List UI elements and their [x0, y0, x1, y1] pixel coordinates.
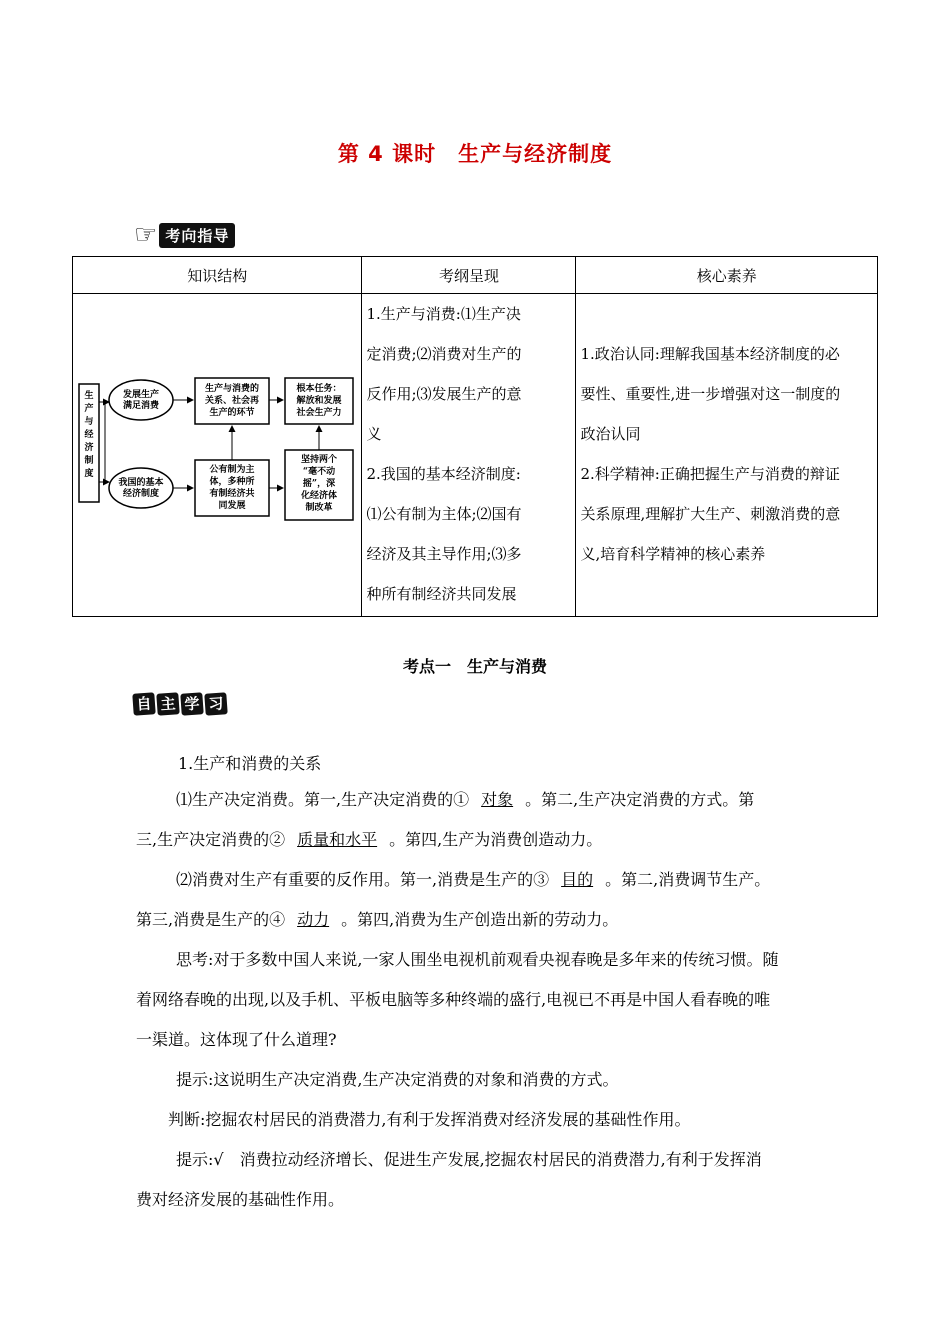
outline-line: 义	[366, 425, 382, 443]
box2-line1: 体，多种所	[209, 477, 255, 487]
outline-line: 1.生产与消费:⑴生产决	[366, 305, 521, 323]
box2-line3: 同发展	[218, 501, 246, 511]
guide-badge	[134, 222, 235, 248]
section-title: 考点一 生产与消费	[402, 657, 547, 676]
core-line: 义,培育科学精神的核心素养	[580, 545, 766, 563]
box4-line4: 制改革	[305, 503, 333, 513]
think-line: 着网络春晚的出现,以及手机、平板电脑等多种终端的盛行,电视已不再是中国人看春晚的唯	[136, 990, 771, 1009]
outline-line: ⑴公有制为主体;⑵国有	[366, 505, 522, 523]
oval2-line0: 我国的基本	[118, 478, 164, 488]
box2-line0: 公有制为主	[209, 465, 255, 475]
answer-blank-1: 对象	[481, 790, 514, 809]
box4-line3: 化经济体	[300, 491, 338, 501]
header-core: 核心素养	[576, 257, 878, 294]
answer-blank-2: 质量和水平	[297, 830, 378, 849]
paragraph-consumption-cont: 第三,消费是生产的④ 动力 。第四,消费为生产创造出新的劳动力。	[136, 910, 619, 929]
core-line: 1.政治认同:理解我国基本经济制度的必	[580, 345, 840, 363]
core-line: 2.科学精神:正确把握生产与消费的辩证	[580, 465, 840, 483]
think-line: 一渠道。这体现了什么道理?	[136, 1030, 337, 1049]
answer-blank-3: 目的	[561, 870, 594, 889]
box1-line0: 生产与消费的	[204, 384, 260, 394]
hint-line: 提示:√ 消费拉动经济增长、促进生产发展,挖掘农村居民的消费潜力,有利于发挥消	[176, 1150, 762, 1169]
box4-line1: “毫不动	[302, 467, 336, 477]
judge-line: 判断:挖掘农村居民的消费潜力,有利于发挥消费对经济发展的基础性作用。	[168, 1110, 691, 1129]
self-study-char: 习	[204, 692, 227, 715]
paragraph-production-cont: 三,生产决定消费的② 质量和水平 。第四,生产为消费创造动力。	[136, 830, 603, 849]
box1-line2: 生产的环节	[209, 408, 255, 418]
left-topic-text: 生产与经济制度	[84, 391, 94, 479]
box4-line2: 摇”，深	[302, 479, 336, 489]
outline-line: 2.我国的基本经济制度:	[366, 465, 521, 483]
paragraph-consumption: ⑵消费对生产有重要的反作用。第一,消费是生产的③ 目的 。第二,消费调节生产。	[176, 870, 771, 889]
outline-line: 种所有制经济共同发展	[366, 585, 517, 603]
box4-line0: 坚持两个	[300, 455, 338, 465]
core-cell	[576, 294, 878, 617]
outline-line: 经济及其主导作用;⑶多	[366, 545, 522, 563]
oval-develop-production	[109, 380, 173, 420]
core-line: 政治认同	[580, 425, 641, 443]
page-title: 第 4 课时 生产与经济制度	[337, 142, 613, 166]
self-study-char: 自	[132, 692, 155, 715]
self-study-char: 学	[180, 692, 203, 715]
box3-line1: 解放和发展	[296, 396, 342, 406]
think-line: 思考:对于多数中国人来说,一家人围坐电视机前观看央视春晚是多年来的传统习惯。随	[176, 950, 779, 969]
core-line: 关系原理,理解扩大生产、刺激消费的意	[580, 505, 841, 523]
outline-line: 定消费;⑵消费对生产的	[366, 345, 522, 363]
hint-line: 费对经济发展的基础性作用。	[136, 1190, 345, 1209]
outline-line: 反作用;⑶发展生产的意	[366, 385, 522, 403]
oval1-line1: 满足消费	[122, 401, 160, 411]
outline-cell	[362, 294, 576, 617]
guide-badge-label: 考向指导	[159, 223, 235, 248]
hint-line: 提示:这说明生产决定消费,生产决定消费的对象和消费的方式。	[176, 1070, 619, 1089]
structure-diagram-svg	[73, 294, 359, 616]
core-line: 要性、重要性,进一步增强对这一制度的	[580, 385, 841, 403]
box1-line1: 关系、社会再	[204, 396, 260, 406]
box3-line0: 根本任务：	[296, 384, 342, 394]
oval-basic-economic-system	[109, 468, 173, 508]
paragraph-production: ⑴生产决定消费。第一,生产决定消费的① 对象 。第二,生产决定消费的方式。第	[176, 790, 755, 809]
knowledge-structure-diagram	[73, 294, 362, 617]
content-heading: 1.生产和消费的关系	[178, 754, 322, 773]
guide-table	[72, 256, 878, 617]
box2-line2: 有制经济共	[209, 489, 255, 499]
pointing-hand-icon: ☞	[134, 220, 158, 250]
header-outline: 考纲呈现	[362, 257, 576, 294]
content-body	[136, 780, 816, 1220]
header-structure: 知识结构	[73, 257, 362, 294]
self-study-badge	[133, 693, 229, 715]
answer-blank-4: 动力	[297, 910, 330, 929]
box3-line2: 社会生产力	[296, 408, 342, 418]
oval1-line0: 发展生产	[122, 390, 160, 400]
self-study-char: 主	[156, 692, 179, 715]
oval2-line1: 经济制度	[122, 489, 160, 499]
